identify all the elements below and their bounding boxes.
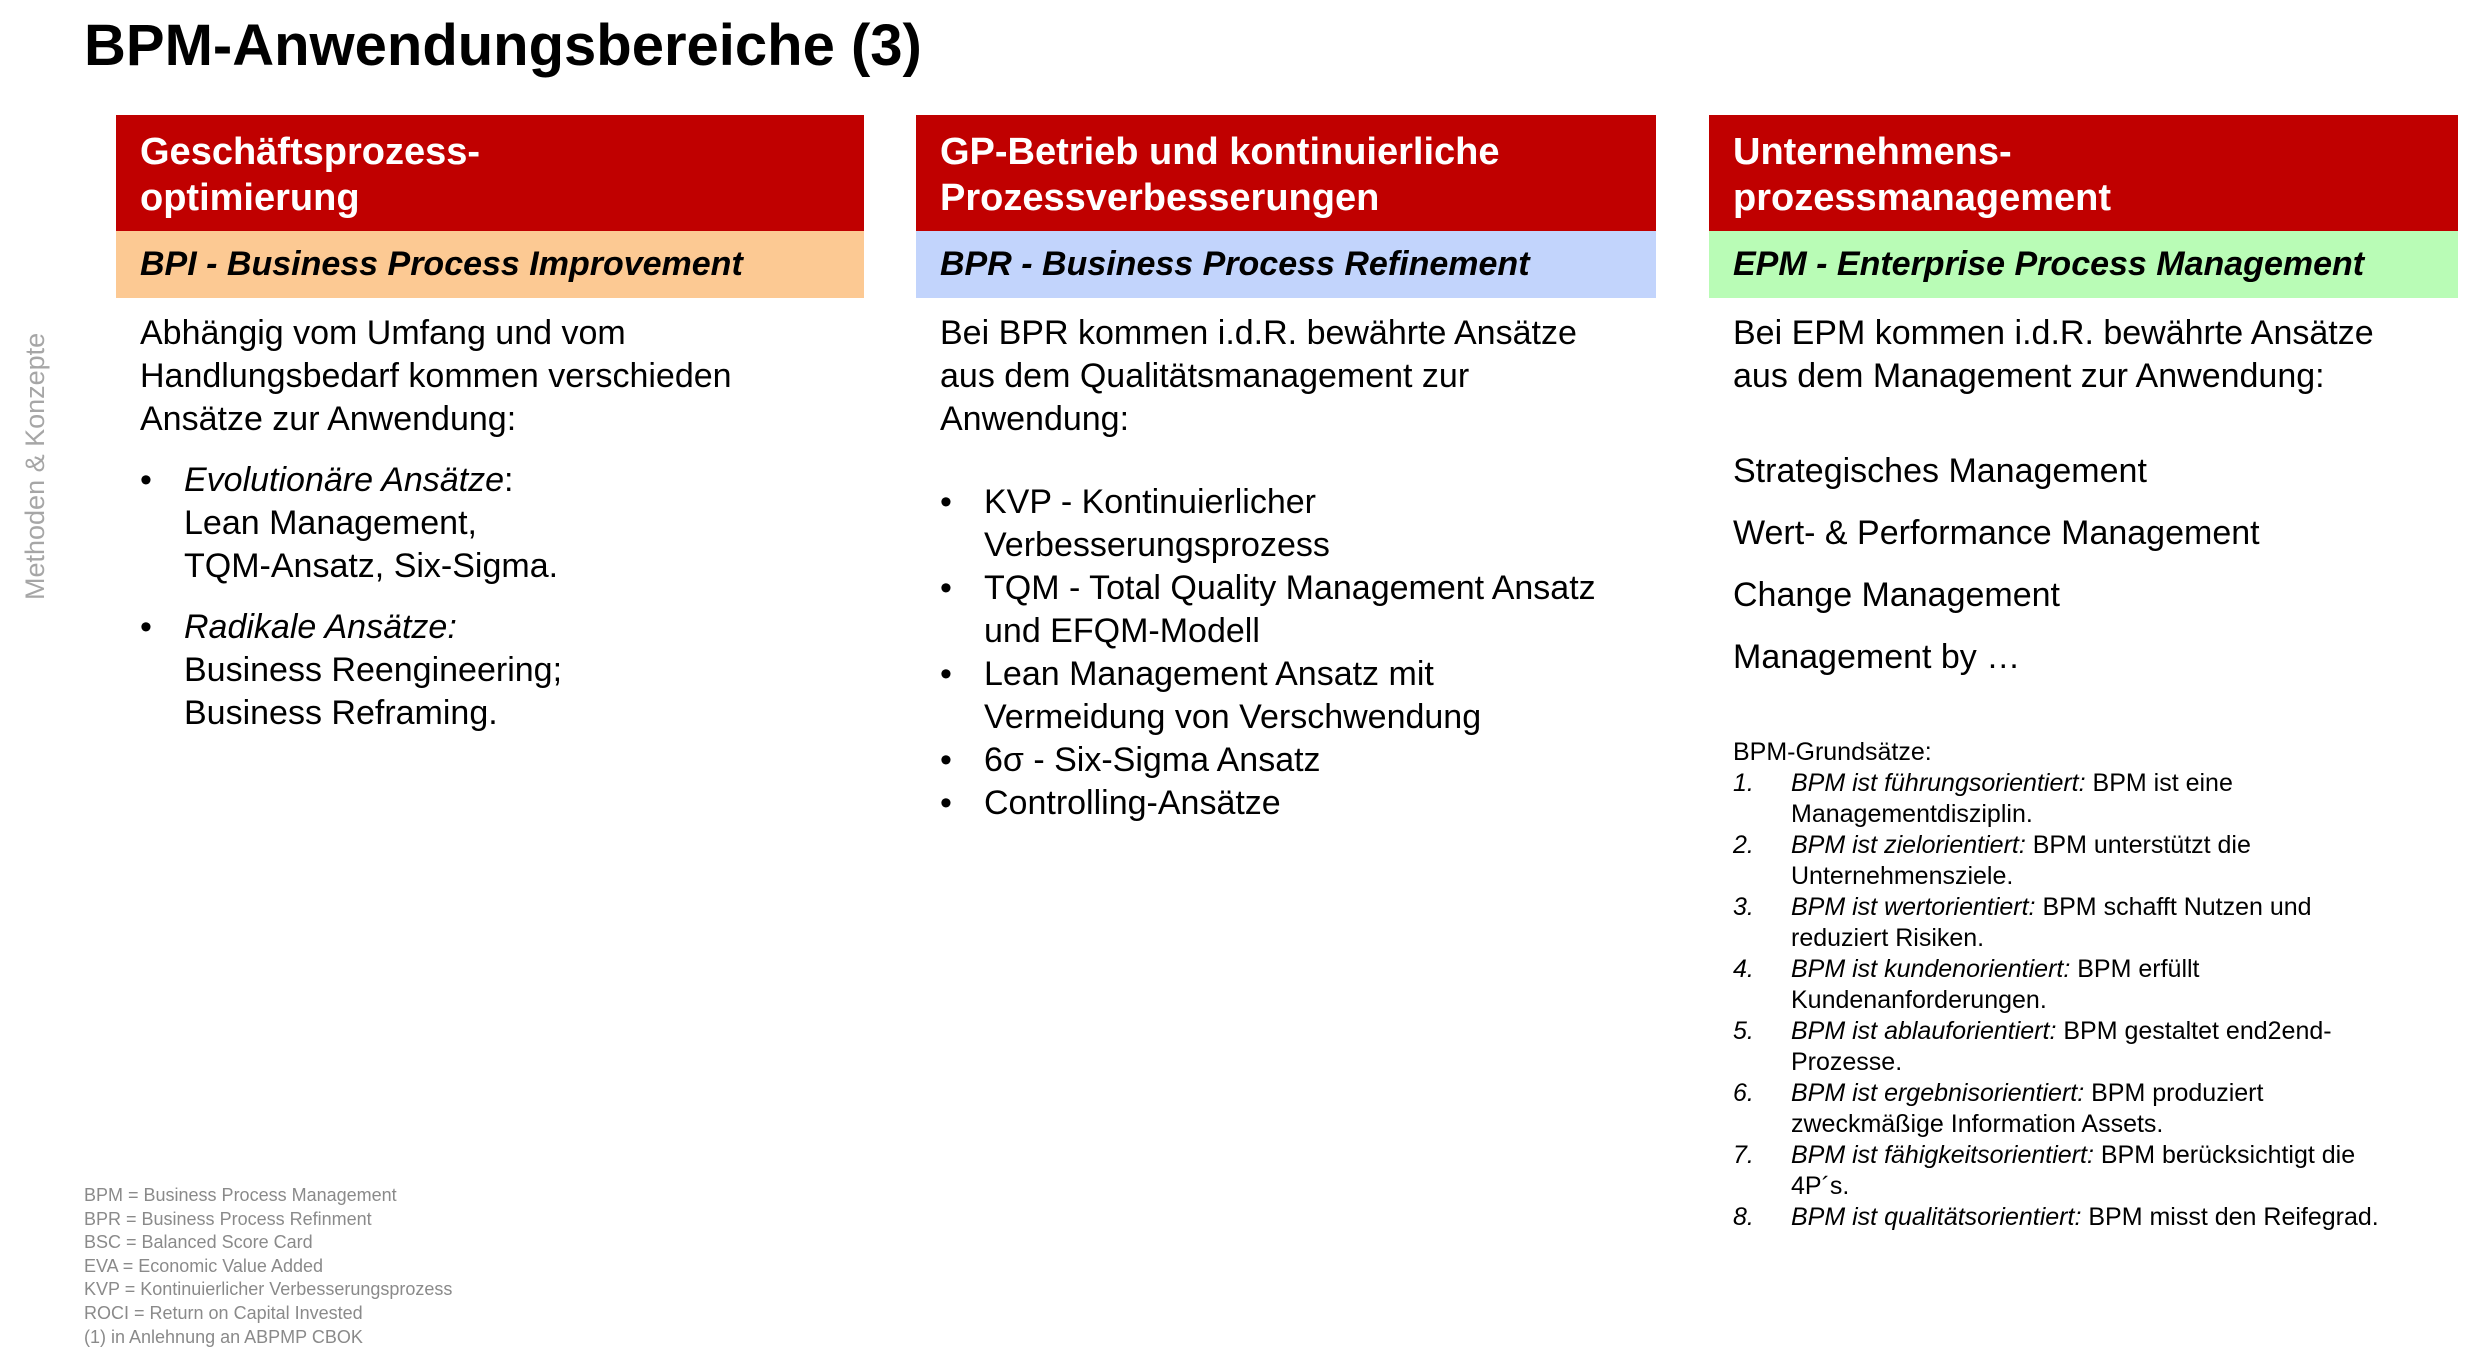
intro-line: aus dem Management zur Anwendung:	[1733, 357, 2325, 395]
column-body	[916, 298, 1656, 825]
bullet-sep: :	[504, 461, 514, 499]
abbreviation-line: KVP = Kontinuierlicher Verbesserungsprozess	[84, 1279, 453, 1300]
management-list	[1733, 450, 2458, 679]
principle-item	[1733, 892, 2458, 954]
bullet-lead: Radikale Ansätze:	[184, 608, 457, 646]
intro-line: Bei BPR kommen i.d.R. bewährte Ansätze	[940, 314, 1577, 352]
principle-text: BPM erfüllt	[2070, 955, 2200, 983]
bullet-line: • 6σ - Six-Sigma Ansatz	[984, 741, 1321, 779]
abbreviation-line: EVA = Economic Value Added	[84, 1255, 323, 1276]
principle-number: 6.	[1733, 1079, 1754, 1107]
principle-text: BPM gestaltet end2end-	[2056, 1017, 2332, 1045]
column-bpr	[916, 115, 1656, 825]
principle-item	[1733, 954, 2458, 1016]
bullet-list	[140, 459, 864, 735]
bullet-line: Vermeidung von Verschwendung	[984, 698, 1482, 736]
principle-text: BPM berücksichtigt die	[2093, 1141, 2356, 1169]
principle-item	[1733, 1078, 2458, 1140]
principle-item	[1733, 830, 2458, 892]
principle-lead: BPM ist ablauforientiert:	[1791, 1017, 2057, 1045]
principle-text: Unternehmensziele.	[1791, 862, 2014, 890]
principle-lead: BPM ist führungsorientiert:	[1791, 769, 2086, 797]
principles-block	[1733, 737, 2458, 1233]
column-header	[916, 115, 1656, 231]
principle-item	[1733, 768, 2458, 830]
principle-number: 8.	[1733, 1203, 1754, 1231]
bullet-list	[940, 481, 1656, 825]
principles-title: BPM-Grundsätze:	[1733, 738, 1932, 766]
principle-number: 1.	[1733, 769, 1754, 797]
principle-text: BPM produziert	[2084, 1079, 2264, 1107]
bullet-line: • TQM - Total Quality Management Ansatz	[984, 569, 1596, 607]
principle-text: 4P´s.	[1791, 1172, 1850, 1200]
principle-text: Prozesse.	[1791, 1048, 1903, 1076]
intro-line: aus dem Qualitätsmanagement zur	[940, 357, 1470, 395]
header-line: GP-Betrieb und kontinuierliche	[940, 131, 1500, 173]
principle-text: BPM ist eine	[2085, 769, 2233, 797]
page-title: BPM-Anwendungsbereiche (3)	[84, 13, 922, 78]
bullet-line: und EFQM-Modell	[984, 612, 1260, 650]
principle-number: 5.	[1733, 1017, 1754, 1045]
bullet-line: Business Reengineering;	[184, 651, 563, 689]
bullet-line: • Lean Management Ansatz mit	[984, 655, 1434, 693]
list-item	[940, 481, 1656, 567]
intro-line: Handlungsbedarf kommen verschieden	[140, 357, 732, 395]
bullet-line: Lean Management,	[184, 504, 477, 542]
header-line: Unternehmens-	[1733, 131, 2012, 173]
intro-line: Ansätze zur Anwendung:	[140, 400, 517, 438]
principle-lead: BPM ist kundenorientiert:	[1791, 955, 2071, 983]
column-header	[1709, 115, 2458, 231]
principle-lead: BPM ist zielorientiert:	[1791, 831, 2026, 859]
list-item	[940, 739, 1656, 782]
principle-number: 7.	[1733, 1141, 1754, 1169]
column-bpi	[116, 115, 864, 735]
header-line: prozessmanagement	[1733, 177, 2112, 219]
principle-item	[1733, 1140, 2458, 1202]
intro-text	[940, 312, 1656, 441]
column-subheader: EPM - Enterprise Process Management	[1709, 231, 2458, 298]
principle-number: 3.	[1733, 893, 1754, 921]
principle-text: Managementdisziplin.	[1791, 800, 2033, 828]
intro-line: Bei EPM kommen i.d.R. bewährte Ansätze	[1733, 314, 2374, 352]
intro-line: Abhängig vom Umfang und vom	[140, 314, 626, 352]
intro-text	[1733, 312, 2458, 398]
abbreviation-line: BPM = Business Process Management	[84, 1185, 397, 1205]
intro-line: Anwendung:	[940, 400, 1130, 438]
abbreviations-footnote	[84, 1184, 452, 1349]
bullet-line: • KVP - Kontinuierlicher	[984, 483, 1316, 521]
bullet-line: TQM-Ansatz, Six-Sigma.	[184, 547, 559, 585]
column-subheader: BPI - Business Process Improvement	[116, 231, 864, 298]
header-line: Prozessverbesserungen	[940, 177, 1380, 219]
header-line: Geschäftsprozess-	[140, 131, 481, 173]
abbreviation-line: BSC = Balanced Score Card	[84, 1232, 313, 1253]
principle-lead: BPM ist qualitätsorientiert:	[1791, 1203, 2082, 1231]
list-item	[940, 782, 1656, 825]
intro-text	[140, 312, 864, 441]
principle-text: BPM schafft Nutzen und	[2035, 893, 2312, 921]
list-item	[940, 567, 1656, 653]
abbreviation-line: (1) in Anlehnung an ABPMP CBOK	[84, 1326, 363, 1347]
column-header	[116, 115, 864, 231]
principle-text: BPM misst den Reifegrad.	[2081, 1203, 2379, 1231]
abbreviation-line: ROCI = Return on Capital Invested	[84, 1302, 363, 1323]
principle-number: 2.	[1733, 831, 1754, 859]
list-item: Change Management	[1733, 576, 2061, 614]
list-item	[940, 653, 1656, 739]
principle-item	[1733, 1016, 2458, 1078]
bullet-line: • Controlling-Ansätze	[984, 784, 1281, 822]
column-subheader: BPR - Business Process Refinement	[916, 231, 1656, 298]
column-body	[1709, 298, 2458, 1233]
principle-lead: BPM ist fähigkeitsorientiert:	[1791, 1141, 2094, 1169]
side-label: Methoden & Konzepte	[20, 332, 50, 600]
list-item: Strategisches Management	[1733, 452, 2147, 490]
list-item: Wert- & Performance Management	[1733, 514, 2260, 552]
principle-text: zweckmäßige Information Assets.	[1791, 1110, 2164, 1138]
principle-number: 4.	[1733, 955, 1754, 983]
list-item	[140, 459, 864, 588]
list-item	[140, 606, 864, 735]
principle-lead: BPM ist wertorientiert:	[1791, 893, 2036, 921]
column-body	[116, 298, 864, 735]
bullet-line: Business Reframing.	[184, 694, 498, 732]
principle-text: reduziert Risiken.	[1791, 924, 1985, 952]
principle-text: Kundenanforderungen.	[1791, 986, 2047, 1014]
principle-text: BPM unterstützt die	[2025, 831, 2251, 859]
header-line: optimierung	[140, 177, 360, 219]
bullet-line: Verbesserungsprozess	[984, 526, 1330, 564]
principle-item	[1733, 1202, 2458, 1233]
principle-lead: BPM ist ergebnisorientiert:	[1791, 1079, 2085, 1107]
bullet-lead: Evolutionäre Ansätze	[184, 461, 505, 499]
list-item: Management by …	[1733, 638, 2021, 676]
column-epm	[1709, 115, 2458, 1233]
principles-list	[1733, 768, 2458, 1233]
abbreviation-line: BPR = Business Process Refinment	[84, 1208, 372, 1229]
